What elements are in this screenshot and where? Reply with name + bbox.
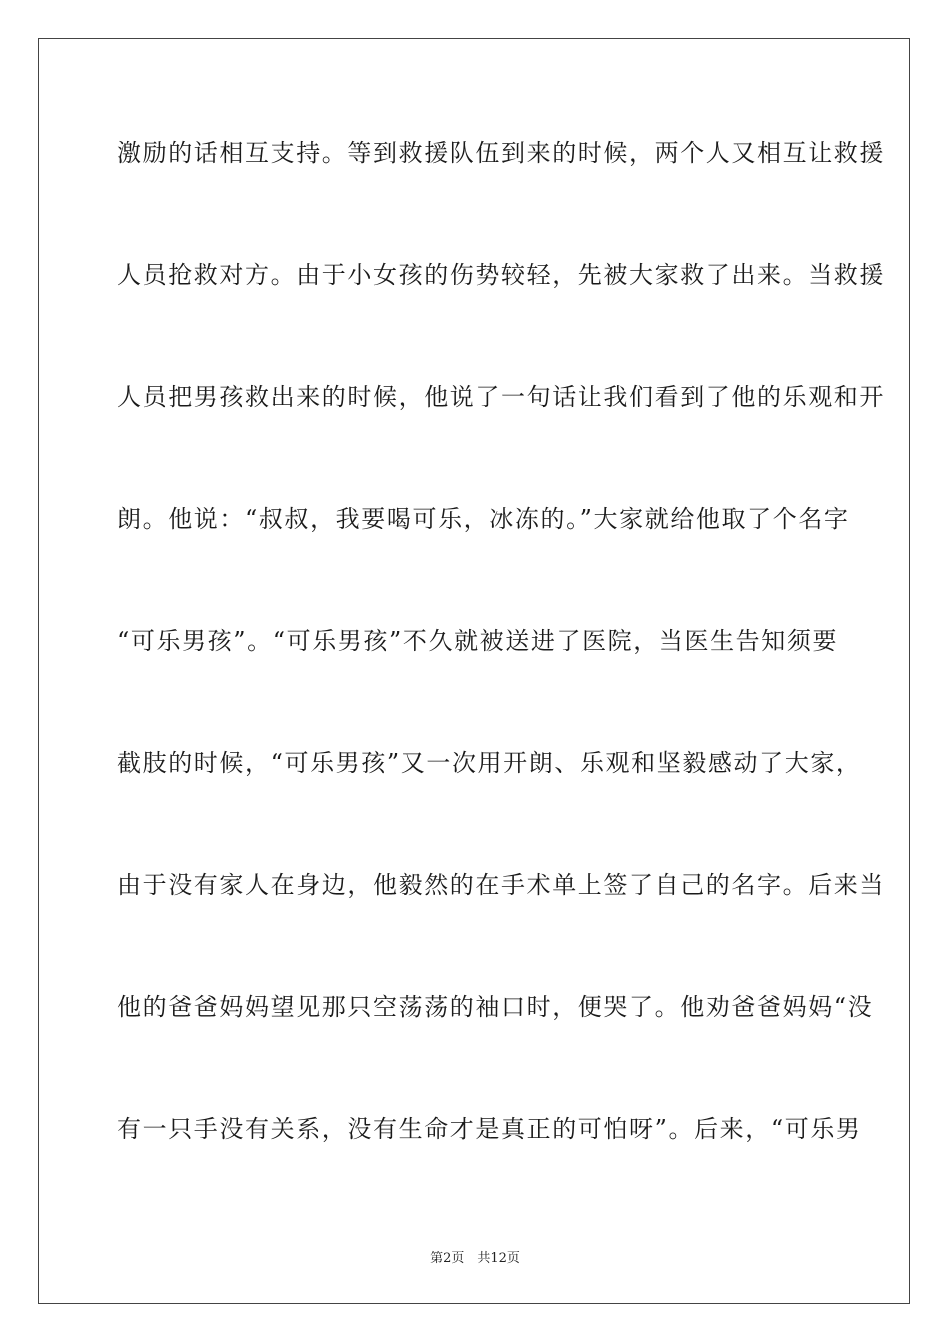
body-text-line: 人员把男孩救出来的时候，他说了一句话让我们看到了他的乐观和开 (117, 383, 885, 411)
body-text-line: 他的爸爸妈妈望见那只空荡荡的袖口时，便哭了。他劝爸爸妈妈“没 (117, 993, 874, 1021)
body-text-line: 朗。他说：“叔叔，我要喝可乐，冰冻的。”大家就给他取了个名字 (117, 505, 850, 533)
body-text-line: 激励的话相互支持。等到救援队伍到来的时候，两个人又相互让救援 (117, 139, 885, 167)
body-text-line: 人员抢救对方。由于小女孩的伤势较轻，先被大家救了出来。当救援 (117, 261, 885, 289)
body-text-line: 由于没有家人在身边，他毅然的在手术单上签了自己的名字。后来当 (117, 871, 885, 899)
page-number-footer: 第2页 共12页 (430, 1251, 520, 1266)
body-text-line: “可乐男孩”。“可乐男孩”不久就被送进了医院，当医生告知须要 (117, 627, 839, 655)
body-text-line: 截肢的时候，“可乐男孩”又一次用开朗、乐观和坚毅感动了大家， (117, 749, 862, 777)
body-text-line: 有一只手没有关系，没有生命才是真正的可怕呀”。后来，“可乐男 (117, 1115, 862, 1143)
